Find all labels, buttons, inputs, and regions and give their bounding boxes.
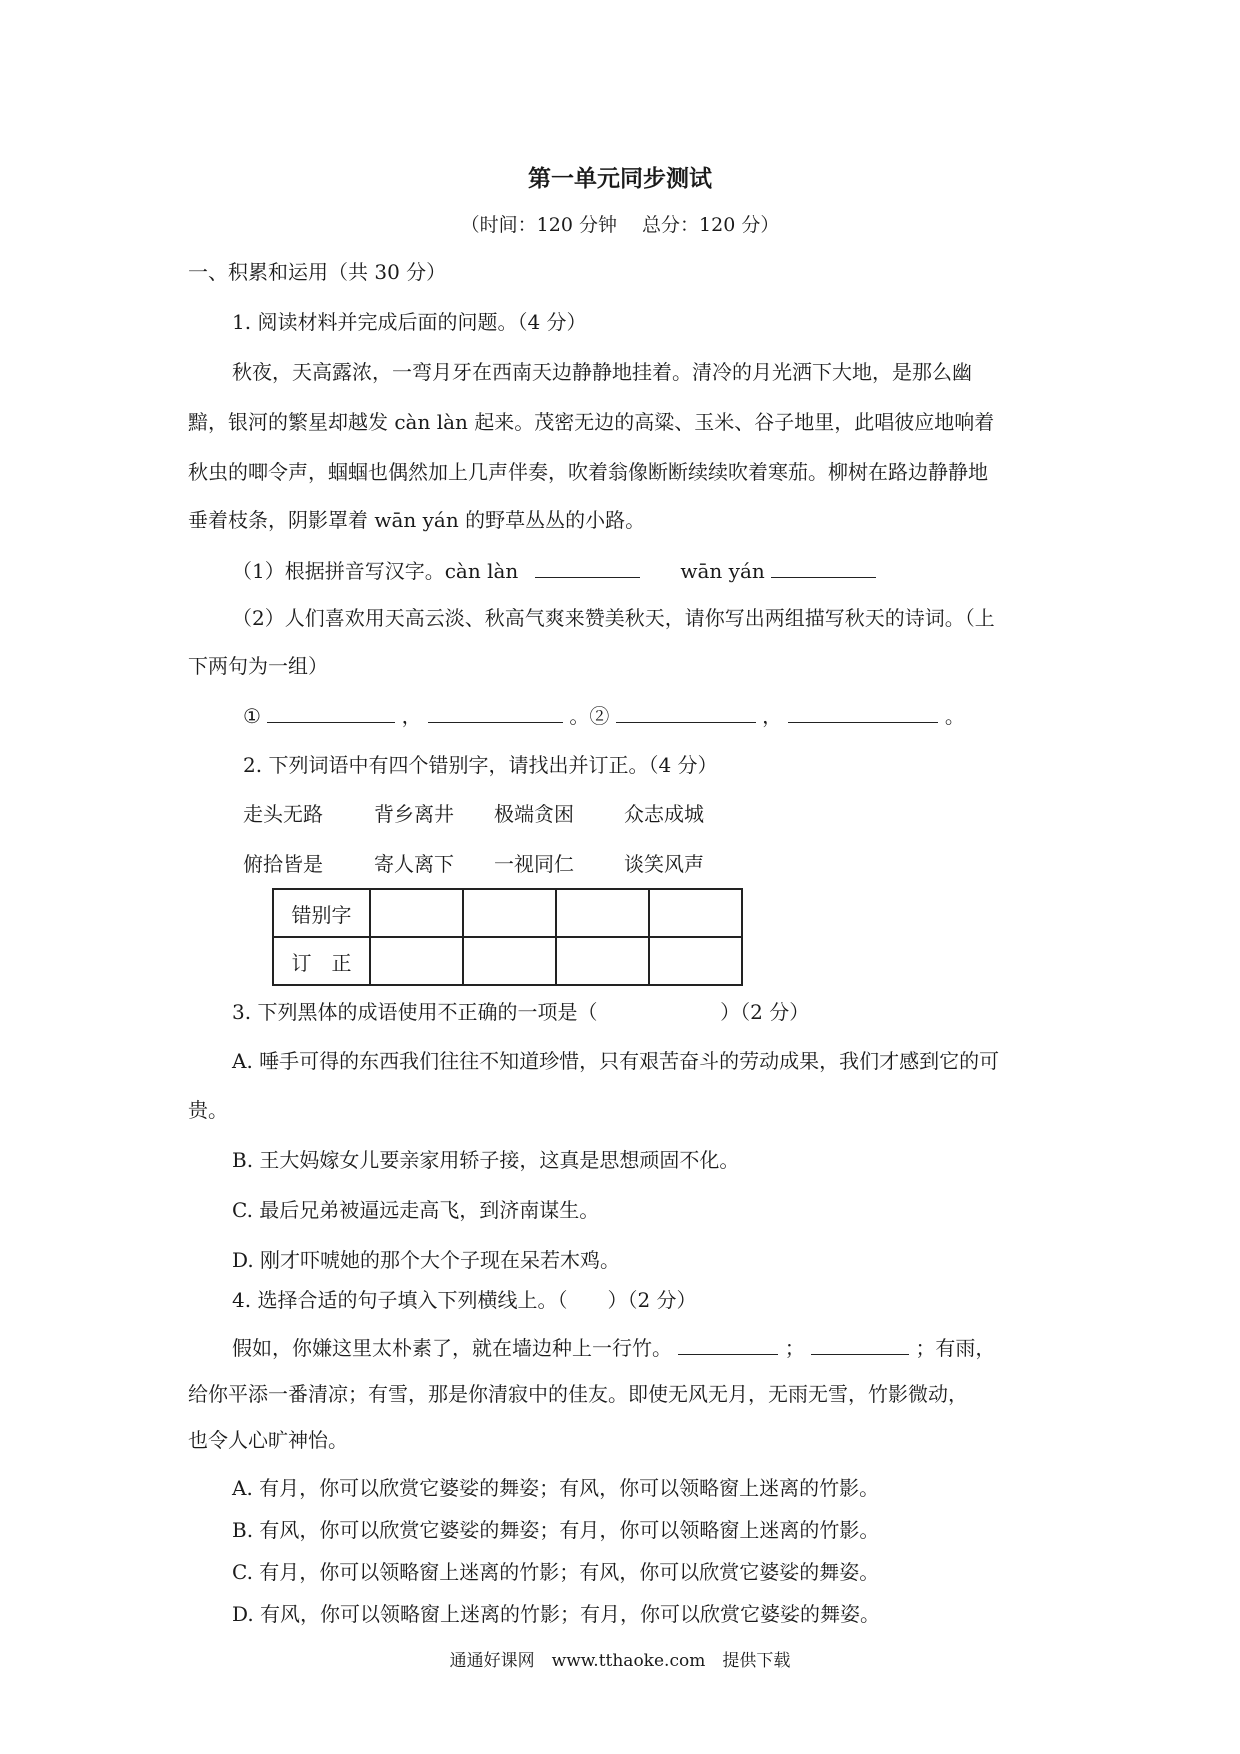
circle-number: ① [243, 704, 261, 728]
option-a: A. 唾手可得的东西我们往往不知道珍惜，只有艰苦奋斗的劳动成果，我们才感到它的可 [232, 1049, 1000, 1073]
table-header-correction: 订 正 [273, 937, 370, 985]
table-cell[interactable] [370, 889, 463, 937]
question-3-stem [232, 998, 809, 1026]
pinyin-label: wān yán [680, 559, 765, 583]
option-a-cont: 贵。 [188, 1098, 228, 1122]
passage-line: 黯，银河的繁星却越发 càn làn 起来。茂密无边的高粱、玉米、谷子地里，此唱彼应地响着 [188, 410, 995, 434]
passage-line: 秋夜，天高露浓，一弯月牙在西南天边静静地挂着。清冷的月光洒下大地，是那么幽 [232, 360, 972, 384]
question-text: 3. 下列黑体的成语使用不正确的一项是（ [232, 1000, 598, 1024]
question-score: ）（2 分） [720, 1000, 810, 1024]
poem-answer-row [243, 702, 965, 730]
passage-line: 秋虫的唧令声，蝈蝈也偶然加上几声伴奏，吹着翁像断断续续吹着寒茄。柳树在路边静静地 [188, 460, 988, 484]
word-item: 众志成城 [624, 802, 704, 826]
q4-passage-line: 给你平添一番清凉；有雪，那是你清寂中的佳友。即使无风无月，无雨无雪，竹影微动， [188, 1382, 968, 1406]
answer-blank[interactable] [267, 702, 395, 723]
option-b: B. 有风，你可以欣赏它婆娑的舞姿；有月，你可以领略窗上迷离的竹影。 [232, 1518, 880, 1542]
answer-blank[interactable] [771, 557, 876, 578]
question-4-stem: 4. 选择合适的句子填入下列横线上。（ ）（2 分） [232, 1288, 697, 1312]
table-row [273, 889, 742, 937]
passage-text: 假如，你嫌这里太朴素了，就在墙边种上一行竹。 [232, 1336, 672, 1360]
answer-blank[interactable] [811, 1334, 909, 1355]
question-1-sub-2: （2）人们喜欢用天高云淡、秋高气爽来赞美秋天，请你写出两组描写秋天的诗词。（上 [232, 606, 995, 630]
answer-blank[interactable] [788, 702, 938, 723]
word-item: 俯拾皆是 [243, 852, 323, 876]
correction-table [272, 888, 743, 986]
question-2-stem: 2. 下列词语中有四个错别字，请找出并订正。（4 分） [243, 753, 718, 777]
question-1-sub-1 [232, 557, 876, 585]
punctuation: ； [784, 1336, 805, 1360]
table-header-wrong-char: 错别字 [273, 889, 370, 937]
question-1-sub-2-cont: 下两句为一组） [188, 654, 328, 678]
passage-text: ；有雨， [915, 1336, 996, 1360]
q4-passage-line [232, 1334, 995, 1362]
word-item: 极端贪困 [494, 802, 574, 826]
punctuation: 。 [944, 704, 965, 728]
word-item: 寄人离下 [374, 852, 454, 876]
passage-line: 垂着枝条，阴影罩着 wān yán 的野草丛丛的小路。 [188, 508, 646, 532]
page-title: 第一单元同步测试 [528, 165, 712, 192]
word-item: 谈笑风声 [624, 852, 704, 876]
answer-blank[interactable] [535, 557, 640, 578]
table-row [273, 937, 742, 985]
option-b: B. 王大妈嫁女儿要亲家用轿子接，这真是思想顽固不化。 [232, 1148, 740, 1172]
punctuation: ， [401, 704, 422, 728]
answer-blank[interactable] [678, 1334, 778, 1355]
table-cell[interactable] [649, 937, 742, 985]
punctuation: 。② [569, 704, 610, 728]
table-cell[interactable] [556, 937, 649, 985]
option-c: C. 最后兄弟被逼远走高飞，到济南谋生。 [232, 1198, 600, 1222]
answer-blank[interactable] [428, 702, 563, 723]
option-c: C. 有月，你可以领略窗上迷离的竹影；有风，你可以欣赏它婆娑的舞姿。 [232, 1560, 880, 1584]
table-cell[interactable] [463, 889, 556, 937]
question-1-stem: 1. 阅读材料并完成后面的问题。（4 分） [232, 310, 587, 334]
table-cell[interactable] [463, 937, 556, 985]
page-footer: 通通好课网 www.tthaoke.com 提供下载 [449, 1651, 791, 1671]
table-cell[interactable] [556, 889, 649, 937]
option-a: A. 有月，你可以欣赏它婆娑的舞姿；有风，你可以领略窗上迷离的竹影。 [232, 1476, 880, 1500]
word-item: 背乡离井 [374, 802, 454, 826]
section-heading: 一、积累和运用（共 30 分） [188, 260, 447, 284]
word-item: 一视同仁 [494, 852, 574, 876]
exam-info: （时间：120 分钟 总分：120 分） [460, 214, 780, 236]
punctuation: ， [762, 704, 783, 728]
option-d: D. 刚才吓唬她的那个大个子现在呆若木鸡。 [232, 1248, 621, 1272]
option-d: D. 有风，你可以领略窗上迷离的竹影；有月，你可以欣赏它婆娑的舞姿。 [232, 1602, 881, 1626]
word-item: 走头无路 [243, 802, 323, 826]
sub-question-text: （1）根据拼音写汉字。càn làn [232, 559, 519, 583]
answer-blank[interactable] [616, 702, 756, 723]
q4-passage-line: 也令人心旷神怡。 [188, 1428, 348, 1452]
table-cell[interactable] [649, 889, 742, 937]
table-cell[interactable] [370, 937, 463, 985]
